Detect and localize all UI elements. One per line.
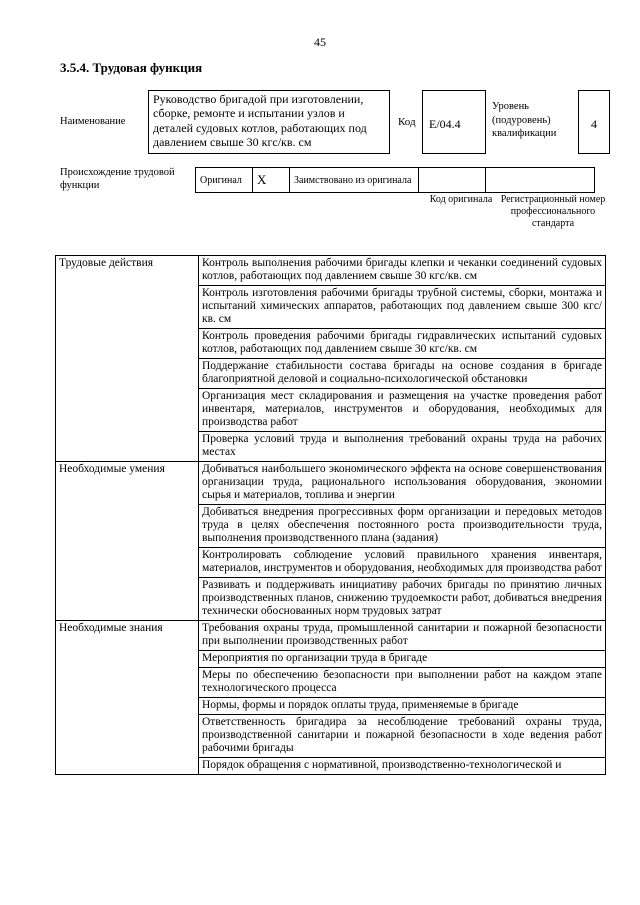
table-cell: Развивать и поддерживать инициативу рабочих бригады по принятию личных производственных планов, снижению трудоемкости работ, добиваться внедрения технически обоснованных норм трудовых затрат [199,578,606,621]
table-cell: Мероприятия по организации труда в бригаде [199,651,606,668]
qualification-level-label: Уровень (подуровень) квалификации [492,101,557,140]
name-label: Наименование [60,116,126,127]
table-cell: Требования охраны труда, промышленной санитарии и пожарной безопасности при выполнении производственных работ [199,621,606,651]
qualification-level-box: 4 [578,90,610,154]
table-cell: Порядок обращения с нормативной, производственно-технологической и [199,758,606,775]
original-code-cell [419,168,486,193]
table-cell: Добиваться внедрения прогрессивных форм организации и передовых методов труда в целях обеспечения постоянного роста производительности труда, выполнения производственного плана (задания) [199,505,606,548]
table-cell: Контроль проведения рабочими бригады гидравлических испытаний судовых котлов, работающих под давлением свыше 30 кгс/кв. см [199,329,606,359]
origin-table [195,167,595,193]
table-cell: Проверка условий труда и выполнения требований охраны труда на рабочих местах [199,432,606,462]
labor-function-table [55,255,606,775]
function-name-box: Руководство бригадой при изготовлении, сборке, ремонте и испытании узлов и деталей судовых котлов, работающих под давлением свыше 30 кгс/кв. см [148,90,390,154]
table-cell: Меры по обеспечению безопасности при выполнении работ на каждом этапе технологического процесса [199,668,606,698]
original-label: Оригинал [196,168,253,193]
table-cell: Добиваться наибольшего экономического эффекта на основе совершенствования организации труда, рационального использования оборудования, экономии сырья и материалов, топлива и энергии [199,462,606,505]
table-cell: Нормы, формы и порядок оплаты труда, применяемые в бригаде [199,698,606,715]
registration-number-caption: Регистрационный номер профессионального стандарта [500,194,606,229]
category-cell: Необходимые умения [56,462,199,621]
table-cell: Контролировать соблюдение условий правильного хранения инвентаря, материалов, инструментов и оборудования, необходимых для производства работ [199,548,606,578]
table-row [56,256,606,286]
registration-number-cell [486,168,595,193]
table-cell: Ответственность бригадира за несоблюдение требований охраны труда, производственной санитарии и пожарной безопасности в ходе ведения работ рабочими бригады [199,715,606,758]
category-cell: Трудовые действия [56,256,199,462]
code-label: Код [398,116,416,128]
page-number: 45 [314,35,326,49]
original-mark: X [253,168,290,193]
table-cell: Контроль выполнения рабочими бригады клепки и чеканки соединений судовых котлов, работающих под давлением свыше 30 кгс/кв. см [199,256,606,286]
function-code-box: E/04.4 [422,90,486,154]
category-cell: Необходимые знания [56,621,199,775]
origin-label: Происхождение трудовой функции [60,167,175,191]
table-cell: Поддержание стабильности состава бригады на основе создания в бригаде благоприятной деловой и социально-психологической обстановки [199,359,606,389]
section-title: 3.5.4. Трудовая функция [60,60,203,75]
table-row [56,621,606,651]
original-code-caption: Код оригинала [429,194,493,205]
table-cell: Контроль изготовления рабочими бригады трубной системы, сборки, монтажа и испытаний химических аппаратов, работающих под давлением свыше 300 кгс/кв. см [199,286,606,329]
borrowed-label: Заимствовано из оригинала [290,168,419,193]
table-row [56,462,606,505]
table-cell: Организация мест складирования и размещения на участке проведения работ инвентаря, материалов, инструментов и оборудования, необходимых для производства работ [199,389,606,432]
